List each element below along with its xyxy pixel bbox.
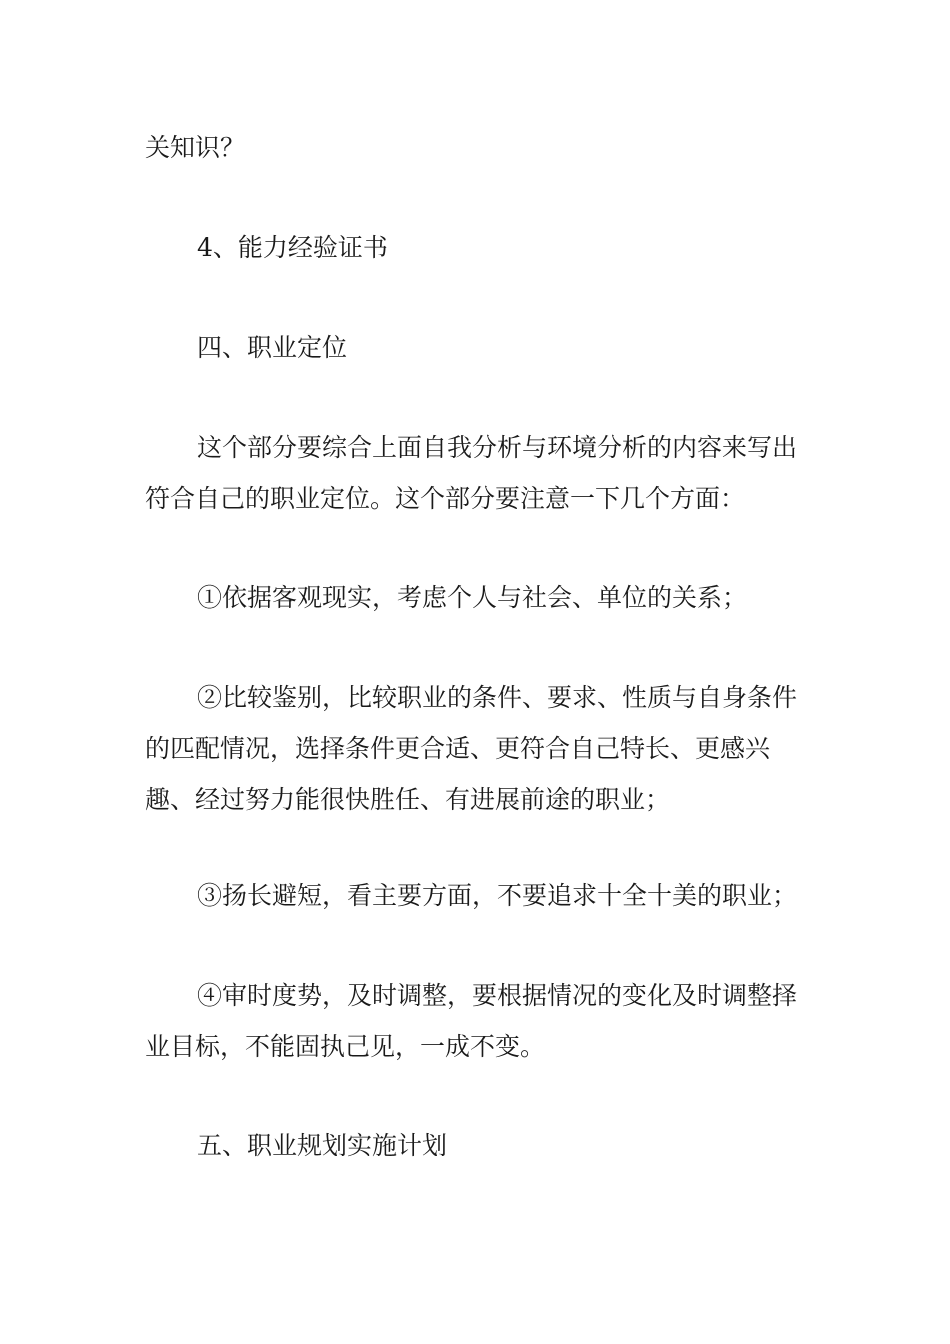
list-item-1: ①依据客观现实，考虑个人与社会、单位的关系；	[197, 583, 748, 612]
section-heading-career-positioning: 四、职业定位	[197, 333, 348, 362]
list-item-2: ②比较鉴别，比较职业的条件、要求、性质与自身条件的匹配情况，选择条件更合适、更符合自己特长、更感兴趣、经过努力能很快胜任、有进展前途的职业；	[145, 683, 798, 814]
paragraph-continuation: 关知识？	[145, 133, 246, 162]
list-item-4: ④审时度势，及时调整，要根据情况的变化及时调整择业目标，不能固执己见，一成不变。	[145, 981, 798, 1061]
paragraph-intro: 这个部分要综合上面自我分析与环境分析的内容来写出符合自己的职业定位。这个部分要注意一下几个方面：	[145, 433, 798, 513]
heading-certificates: 4、能力经验证书	[197, 233, 388, 262]
section-heading-implementation-plan: 五、职业规划实施计划	[197, 1131, 448, 1160]
list-item-3: ③扬长避短，看主要方面，不要追求十全十美的职业；	[197, 881, 798, 910]
